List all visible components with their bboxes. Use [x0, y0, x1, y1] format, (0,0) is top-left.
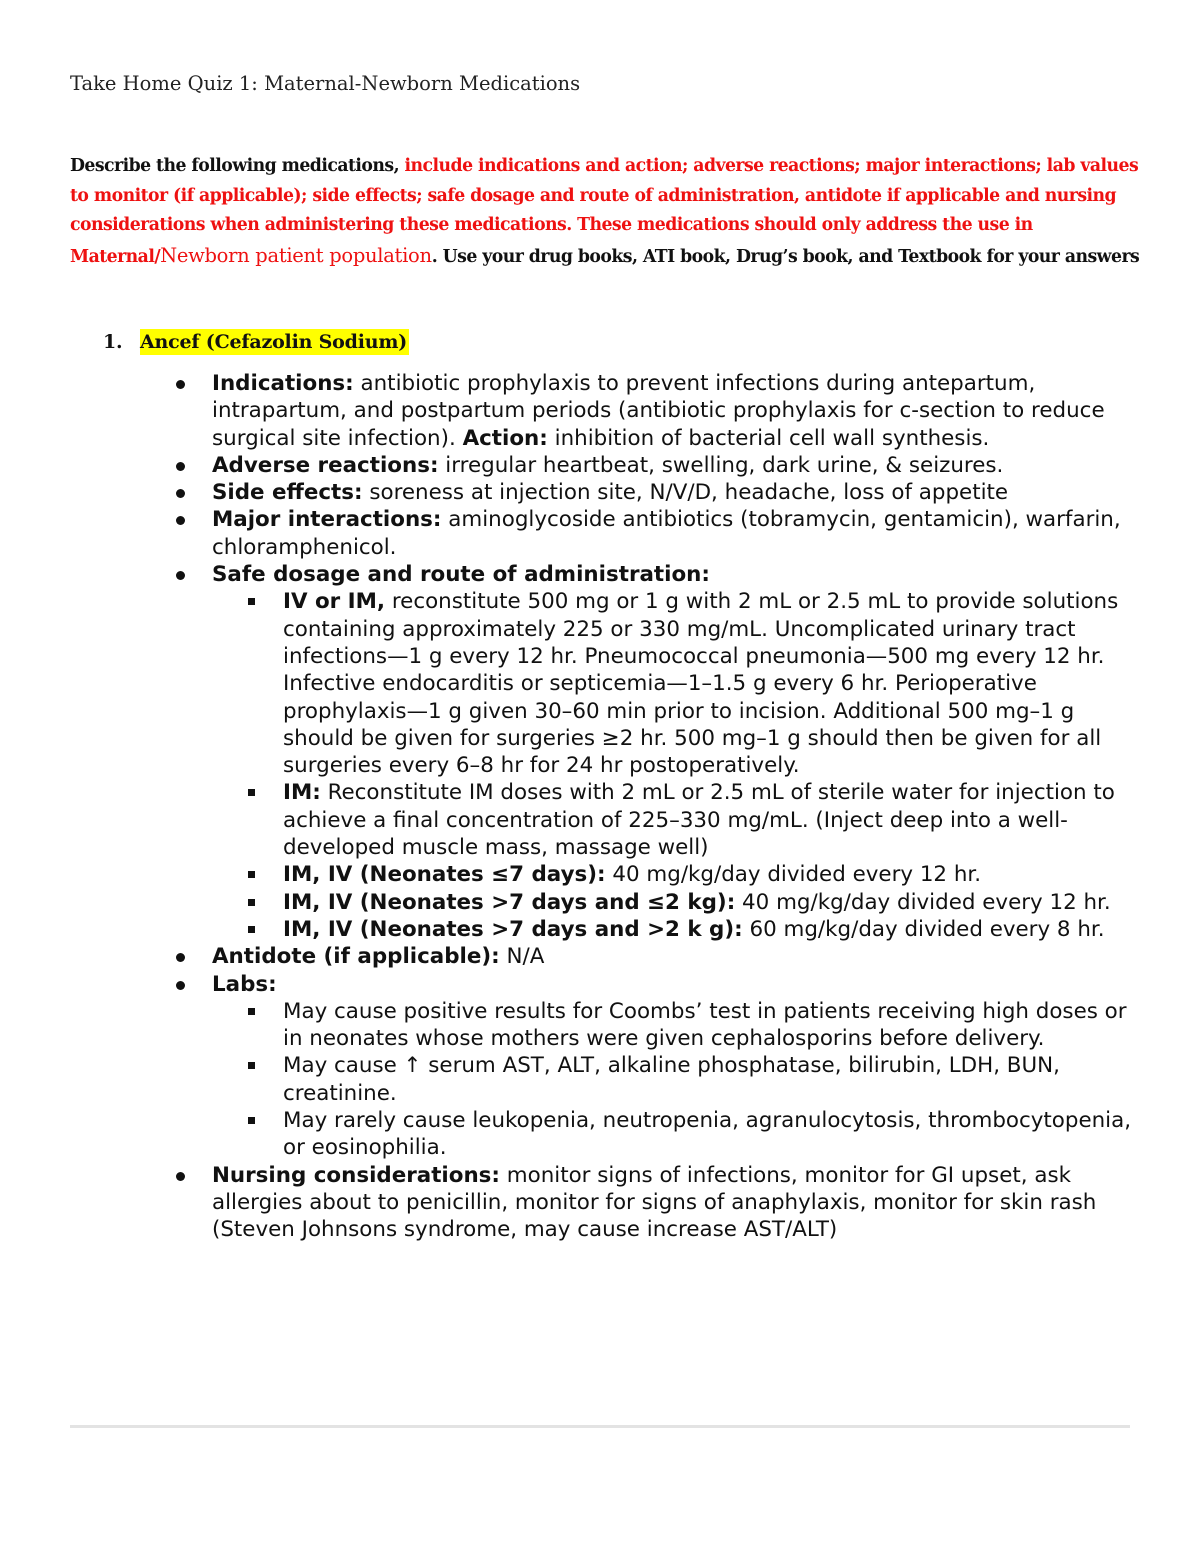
labs-subitem [0, 998, 1133, 1053]
page-title: Take Home Quiz 1: Maternal-Newborn Medications [70, 72, 581, 95]
square-bullet-icon [248, 1117, 255, 1124]
dosage-subitem [0, 779, 1133, 861]
side-effects-label: Side effects: [212, 480, 363, 506]
instructions-red-large-text: Newborn patient population [160, 243, 432, 267]
dosage-subitem-label: IM, IV (Neonates >7 days and >2 k g): [283, 916, 743, 942]
dosage-label: Safe dosage and route of administration: [212, 562, 710, 588]
major-interactions-item [0, 506, 1132, 561]
medication-name: Ancef (Cefazolin Sodium) [140, 331, 408, 353]
antidote-text: N/A [499, 944, 545, 970]
antidote-label: Antidote (if applicable): [212, 944, 500, 970]
labs-label: Labs: [212, 971, 277, 997]
dosage-subitem-label: IM, IV (Neonates ≤7 days): [283, 862, 606, 888]
labs-subitem-text: May cause ↑ serum AST, ALT, alkaline phosphatase, bilirubin, LDH, BUN, creatinine. [283, 1053, 1060, 1106]
bullet-icon [176, 981, 185, 990]
bullet-icon [176, 489, 185, 498]
square-bullet-icon [248, 789, 255, 796]
action-text: inhibition of bacterial cell wall synthesis. [547, 425, 990, 451]
bullet-icon [176, 380, 185, 389]
adverse-label: Adverse reactions: [212, 452, 439, 478]
side-effects-item [0, 479, 1132, 506]
instructions-red-text: include indications and action; adverse reactions; major interactions; lab values to monitor (if applicable); side effects; safe dosage and route of administration, antidote if applicable and nursing considerations when administering these medications. These medications should only address the use in Maternal/ [70, 156, 1139, 267]
adverse-text: irregular heartbeat, swelling, dark urine, & seizures. [438, 452, 1004, 478]
dosage-item [0, 561, 1132, 588]
labs-subitem-text: May cause positive results for Coombs’ test in patients receiving high doses or in neonates whose mothers were given cephalosporins before delivery. [283, 998, 1127, 1052]
square-bullet-icon [248, 871, 255, 878]
indications-text: antibiotic prophylaxis to prevent infections during antepartum, intrapartum, and postpartum periods (antibiotic prophylaxis for c-section to reduce surgical site infection). [212, 371, 1105, 451]
indications-item [0, 370, 1132, 452]
labs-subitem [0, 1107, 1133, 1162]
medication-heading [103, 331, 409, 353]
interactions-label: Major interactions: [212, 507, 442, 533]
labs-item [0, 971, 1132, 998]
square-bullet-icon [248, 1062, 255, 1069]
medication-number: 1. [103, 331, 123, 353]
bullet-icon [176, 571, 185, 580]
bullet-icon [176, 1172, 185, 1181]
square-bullet-icon [248, 899, 255, 906]
dosage-subitem-text: 60 mg/kg/day divided every 8 hr. [742, 916, 1105, 942]
dosage-subitem-text: Reconstitute IM doses with 2 mL or 2.5 mL of sterile water for injection to achieve a final concentration of 225–330 mg/mL. (Inject deep into a well-developed muscle mass, massage well) [283, 780, 1115, 861]
dosage-subitem-label: IM: [283, 780, 321, 806]
labs-subitem-text: May rarely cause leukopenia, neutropenia, agranulocytosis, thrombocytopenia, or eosinophilia. [283, 1108, 1132, 1161]
instructions-paragraph [70, 152, 1140, 272]
labs-subitem [0, 1052, 1133, 1107]
square-bullet-icon [248, 926, 255, 933]
bullet-icon [176, 462, 185, 471]
side-effects-text: soreness at injection site, N/V/D, headache, loss of appetite [362, 480, 1009, 506]
nursing-label: Nursing considerations: [212, 1162, 500, 1188]
square-bullet-icon [248, 1008, 255, 1015]
nursing-text: monitor signs of infections, monitor for GI upset, ask allergies about to penicillin, monitor for signs of anaphylaxis, monitor for skin rash (Steven Johnsons syndrome, may cause increase AST/ALT) [212, 1162, 1097, 1243]
dosage-subitem-label: IV or IM, [283, 589, 386, 615]
antidote-item [0, 943, 1132, 970]
action-label: Action: [462, 425, 548, 451]
nursing-considerations-item [0, 1162, 1132, 1244]
dosage-subitem-text: 40 mg/kg/day divided every 12 hr. [605, 862, 982, 888]
dosage-subitem [0, 861, 1133, 888]
medication-details [0, 370, 1200, 1244]
page-divider [70, 1425, 1130, 1428]
square-bullet-icon [248, 598, 255, 605]
dosage-subitem [0, 916, 1133, 943]
instructions-lead: Describe the following medications, [70, 156, 405, 176]
adverse-reactions-item [0, 452, 1132, 479]
indications-label: Indications: [212, 371, 354, 396]
interactions-text: aminoglycoside antibiotics (tobramycin, gentamicin), warfarin, chloramphenicol. [212, 507, 1121, 560]
instructions-tail: . Use your drug books, ATI book, Drug’s book, and Textbook for your answers [431, 246, 1140, 267]
dosage-subitem-label: IM, IV (Neonates >7 days and ≤2 kg): [283, 889, 736, 915]
dosage-subitem-text: 40 mg/kg/day divided every 12 hr. [735, 889, 1111, 915]
bullet-icon [176, 953, 185, 962]
dosage-subitem [0, 889, 1133, 916]
dosage-subitem-text: reconstitute 500 mg or 1 g with 2 mL or 2.5 mL to provide solutions containing approximately 225 or 330 mg/mL. Uncomplicated urinary tract infections—1 g every 12 hr. Pneumococcal pneumonia—500 mg every 12 hr. Infective endocarditis or septicemia—1–1.5 g every 6 hr. Perioperative prophylaxis—1 g given 30–60 min prior to incision. Additional 500 mg–1 g should be given for surgeries ≥2 hr. 500 mg–1 g should then be given for all surgeries every 6–8 hr for 24 hr postoperatively. [283, 589, 1119, 779]
bullet-icon [176, 516, 185, 525]
dosage-subitem [0, 588, 1133, 779]
